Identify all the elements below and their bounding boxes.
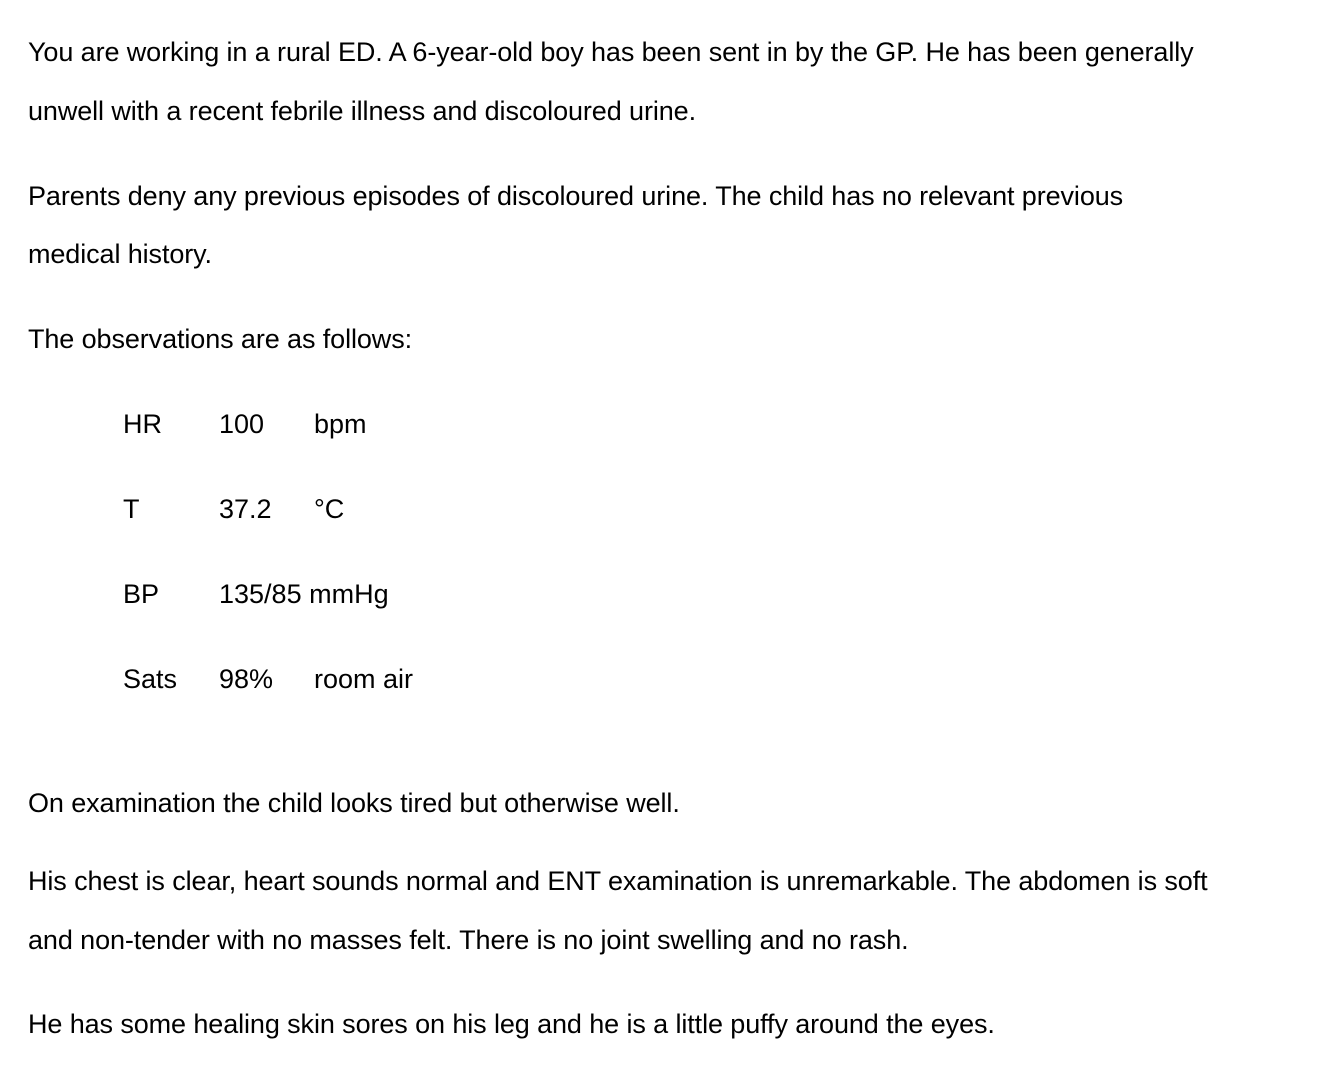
observation-unit: room air [314,664,414,694]
history-paragraph-line-2: medical history. [28,239,212,269]
intro-paragraph-line-1: You are working in a rural ED. A 6-year-old boy has been sent in by the GP. He has been generally [28,37,1194,67]
observations-intro: The observations are as follows: [28,324,412,354]
findings-paragraph-line-1: His chest is clear, heart sounds normal and ENT examination is unremarkable. The abdomen is soft [28,866,1208,896]
observation-label: T [123,494,140,524]
observation-value: 98% [219,664,274,694]
observation-label: HR [123,409,162,439]
observation-unit: °C [314,494,345,524]
skin-paragraph: He has some healing skin sores on his leg and he is a little puffy around the eyes. [28,1009,995,1039]
observation-label: Sats [123,664,178,694]
findings-paragraph-line-2: and non-tender with no masses felt. There is no joint swelling and no rash. [28,925,909,955]
observation-value: 37.2 [219,494,272,524]
examination-paragraph: On examination the child looks tired but otherwise well. [28,788,680,818]
observation-label: BP [123,579,160,609]
observation-value: 100 [219,409,265,439]
observation-unit: bpm [314,409,367,439]
intro-paragraph-line-2: unwell with a recent febrile illness and discoloured urine. [28,96,696,126]
history-paragraph-line-1: Parents deny any previous episodes of discoloured urine. The child has no relevant previous [28,181,1124,211]
observation-value: 135/85 mmHg [219,579,389,609]
